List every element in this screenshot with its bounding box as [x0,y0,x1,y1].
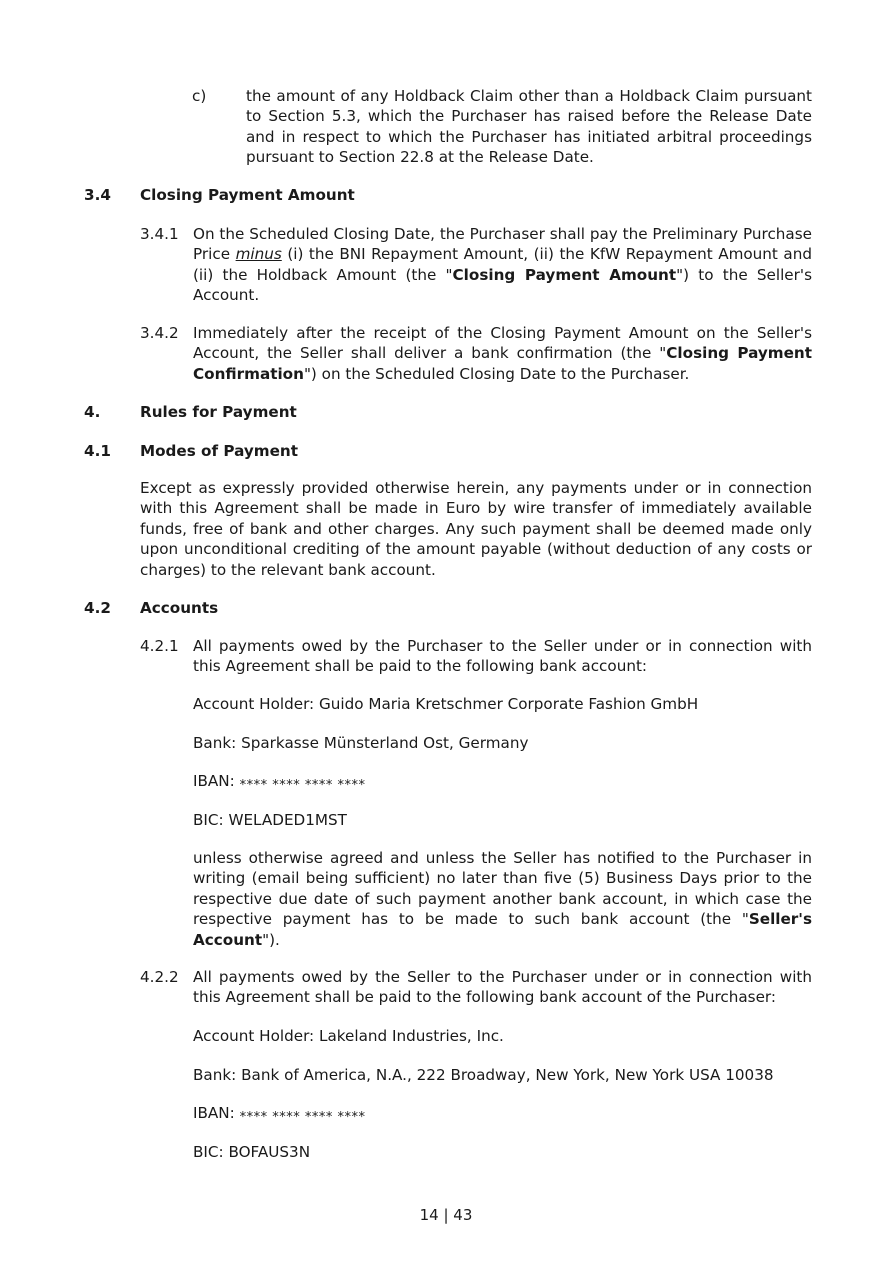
purchaser-bic: BIC: BOFAUS3N [193,1143,311,1161]
section-4-1-text: Except as expressly provided otherwise herein, any payments under or in connection with this Agreement shall be made in Euro by wire transfer of immediately available funds, free of bank and other charges. Any such payment shall be deemed made only upon unconditional crediting of the amount payable (without deduction of any costs or charges) to the relevant bank account. [140,479,812,579]
clause-4-2-1-text: All payments owed by the Purchaser to the Seller under or in connection with this Agreement shall be paid to the following bank account: [193,637,812,676]
clause-4-2-1-text-2: unless otherwise agreed and unless the Seller has notified to the Purchaser in writing (email being sufficient) no later than five (5) Business Days prior to the respective due date of such payment another bank account, in which case the respective payment has to be made to such bank account (the "Seller's Account"). [193,849,812,949]
clause-3-4-2-text: Immediately after the receipt of the Closing Payment Amount on the Seller's Account, the Seller shall deliver a bank confirmation (the "Closing Payment Confirmation") on the Scheduled Closing Date to the Purchaser. [193,324,812,383]
item-c-text: the amount of any Holdback Claim other than a Holdback Claim pursuant to Section 5.3, which the Purchaser has raised before the Release Date and in respect to which the Purchaser has initiated arbitral proceedings pursuant to Section 22.8 at the Release Date. [246,87,812,167]
masked-iban: **** **** **** **** [239,778,366,793]
section-4-2-number: 4.2 [84,599,111,617]
clause-3-4-2-number: 3.4.2 [140,324,179,342]
section-4-1-number: 4.1 [84,442,111,460]
section-4-2-title: Accounts [140,599,219,617]
page-number: 14 | 43 [419,1206,473,1224]
section-3-4-title: Closing Payment Amount [140,186,355,204]
clause-4-2-1-number: 4.2.1 [140,637,179,655]
item-label-c: c) [192,87,207,105]
purchaser-account-holder: Account Holder: Lakeland Industries, Inc. [193,1027,504,1045]
seller-account-holder: Account Holder: Guido Maria Kretschmer Corporate Fashion GmbH [193,695,699,713]
clause-4-2-2-number: 4.2.2 [140,968,179,986]
seller-iban: IBAN: **** **** **** **** [193,772,366,793]
purchaser-bank: Bank: Bank of America, N.A., 222 Broadway, New York, New York USA 10038 [193,1066,774,1084]
clause-3-4-1-text: On the Scheduled Closing Date, the Purchaser shall pay the Preliminary Purchase Price minus (i) the BNI Repayment Amount, (ii) the KfW Repayment Amount and (ii) the Holdback Amount (the "Closing Payment Amount") to the Seller's Account. [193,225,812,305]
section-4-number: 4. [84,403,101,421]
clause-4-2-2-text: All payments owed by the Seller to the Purchaser under or in connection with this Agreement shall be paid to the following bank account of the Purchaser: [193,968,812,1007]
purchaser-iban: IBAN: **** **** **** **** [193,1104,366,1125]
defined-term: Seller's Account [193,910,812,949]
section-4-1-title: Modes of Payment [140,442,298,460]
clause-3-4-1-number: 3.4.1 [140,225,179,243]
section-3-4-number: 3.4 [84,186,111,204]
seller-bank: Bank: Sparkasse Münsterland Ost, Germany [193,734,529,752]
defined-term: Closing Payment Confirmation [193,344,812,383]
section-4-title: Rules for Payment [140,403,297,421]
seller-bic: BIC: WELADED1MST [193,811,347,829]
masked-iban: **** **** **** **** [239,1110,366,1125]
defined-term: Closing Payment Amount [452,265,677,284]
